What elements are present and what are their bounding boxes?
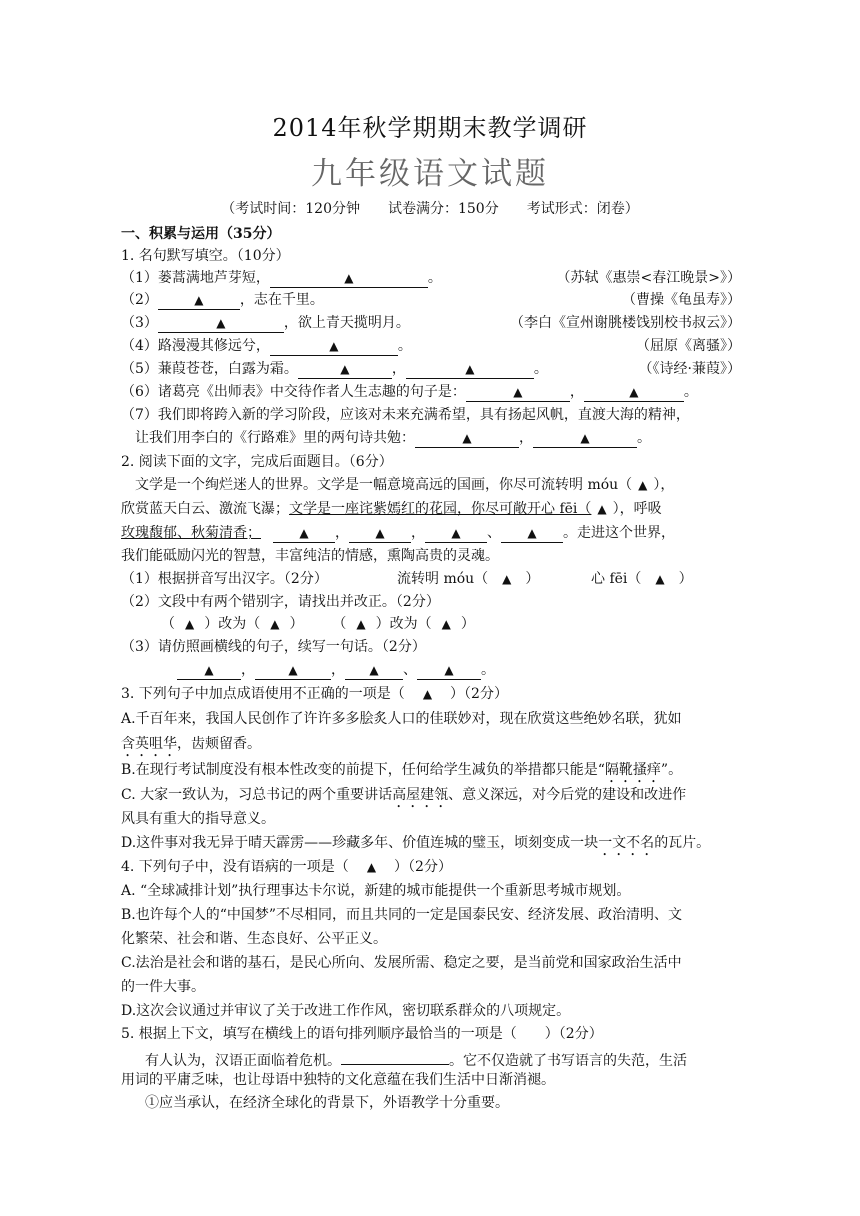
blank-mark[interactable]: ▲: [597, 502, 607, 516]
q3-d-text: D.这件事对我无异于晴天霹雳——珍藏多年、价值连城的璧玉，顷刻变成一块: [121, 835, 599, 851]
q1-item-4: [121, 336, 741, 356]
q1-1-text: （1）蒌蒿满地芦芽短，: [121, 270, 270, 286]
punct: ，: [335, 525, 349, 541]
q1-3-source: （李白《宣州谢朓楼饯别校书叔云》）: [510, 315, 741, 331]
dotted-idiom: 含英咀华: [121, 736, 177, 752]
blank-mark: ▲: [513, 385, 523, 399]
q4-option-c-line2: 的一件大事。: [121, 979, 205, 995]
q2-passage-line2: [121, 499, 741, 519]
change-to-label: 改为: [389, 616, 418, 632]
answer-blank[interactable]: [270, 338, 398, 356]
q1-item-6: [121, 382, 741, 402]
exam-info: （考试时间：120分钟 试卷满分：150分 考试形式：闭卷）: [221, 201, 639, 217]
answer-blank[interactable]: [415, 430, 519, 448]
q1-6-text: （6）诸葛亮《出师表》中交待作者人生志趣的句子是：: [121, 384, 466, 400]
q5-passage-line2: 用词的平庸乏味，也让母语中独特的文化意蕴在我们生活中日渐消褪。: [121, 1072, 555, 1088]
q1-2-source: （曹操《龟虽寿》）: [622, 292, 741, 308]
q1-6-end: 。: [683, 384, 698, 400]
punct: （: [246, 616, 261, 632]
q3-c-text: C. 大家一致认为，习总书记的两个重要讲话: [121, 787, 393, 803]
q1-2-end: ，志在千里。: [239, 292, 324, 308]
exam-title: 2014年秋学期期末教学调研: [272, 114, 588, 142]
dotted-idiom: 高屋建瓴: [392, 787, 449, 803]
answer-blank[interactable]: [345, 662, 403, 680]
blank-mark[interactable]: ▲: [655, 572, 665, 586]
answer-blank[interactable]: [584, 384, 684, 402]
q1-5-text: （5）蒹葭苍苍，白露为霜。: [121, 361, 298, 377]
q2-sub1-a-text: 流转明 móu（: [397, 571, 489, 587]
q2-passage-line3: [121, 523, 741, 543]
q2-sub1-b: [591, 569, 693, 589]
q5-statement-1: ①应当承认，在经济全球化的背景下，外语教学十分重要。: [145, 1095, 509, 1111]
blank-mark: ▲: [369, 663, 379, 677]
blank-mark: ▲: [299, 526, 309, 540]
dotted-idiom: 隔靴搔痒: [604, 762, 661, 778]
blank-mark: ▲: [329, 339, 339, 353]
blank-mark[interactable]: ▲: [270, 617, 280, 631]
answer-blank[interactable]: [158, 315, 284, 333]
punct: 、: [487, 525, 501, 541]
q5-p1-end: 。它不仅造就了书写语言的失范，生活: [449, 1053, 687, 1069]
punct: ）: [678, 571, 693, 587]
q3-option-d: [121, 833, 741, 859]
q3-option-a-line1: A.千百年来，我国人民创作了许许多多脍炙人口的佳联妙对，现在欣赏这些绝妙名联，犹如: [121, 711, 682, 727]
q1-3-text: （3）: [121, 315, 158, 331]
answer-blank[interactable]: [270, 270, 428, 288]
answer-blank[interactable]: [273, 525, 335, 543]
q1-5-source: （《诗经·蒹葭》）: [638, 361, 741, 377]
blank-mark: ▲: [216, 316, 226, 330]
q2-p2-end: ），呼吸: [612, 501, 662, 517]
answer-blank[interactable]: [425, 525, 487, 543]
q2-passage-line1: [135, 475, 755, 495]
punct: ，: [411, 525, 425, 541]
blank-mark: ▲: [444, 663, 454, 677]
punct: ）: [460, 616, 475, 632]
answer-blank[interactable]: [255, 662, 331, 680]
answer-blank[interactable]: [406, 361, 534, 379]
answer-blank[interactable]: [341, 1047, 449, 1065]
q2-sub3-answers: [177, 660, 797, 680]
q3-stem-end: ）（2分）: [450, 686, 508, 702]
q3-d-end: 的瓦片。: [654, 835, 711, 851]
blank-mark: ▲: [465, 362, 475, 376]
q4-option-b-line2: 化繁荣、社会和谐、生态良好、公平正义。: [121, 931, 387, 947]
change-to-label: 改为: [218, 616, 247, 632]
q4-stem-end: ）（2分）: [394, 859, 452, 875]
q5-passage-line1: [145, 1047, 765, 1071]
q2-sub2: （2）文段中有两个错别字，请找出并改正。（2分）: [121, 594, 440, 610]
q5-stem: 5. 根据上下文，填写在横线上的语句排列顺序最恰当的一项是（ ）（2分）: [121, 1026, 603, 1042]
q1-7-mid: ，: [519, 430, 533, 446]
blank-mark[interactable]: ▲: [638, 478, 648, 492]
q1-7-text: 让我们用李白的《行路难》里的两句诗共勉：: [135, 430, 415, 446]
q2-stem: 2. 阅读下面的文字，完成后面题目。（6分）: [121, 454, 393, 470]
q3-b-text: B.在现行考试制度没有根本性改变的前提下，任何给学生减负的举措都只能是“: [121, 762, 605, 778]
answer-blank[interactable]: [158, 292, 240, 310]
q2-sub3: （3）请仿照画横线的句子，续写一句话。（2分）: [121, 639, 426, 655]
answer-blank[interactable]: [466, 384, 570, 402]
blank-mark: ▲: [375, 526, 385, 540]
blank-mark: ▲: [344, 271, 354, 285]
q2-passage-line4: 我们能砥励闪光的智慧，丰富纯洁的情感，熏陶高贵的灵魂。: [121, 548, 499, 564]
q1-1-source: （苏轼《惠崇<春江晚景>》）: [556, 270, 741, 286]
blank-mark: ▲: [194, 293, 204, 307]
q1-5-mid: ，: [391, 361, 406, 377]
q4-option-c-line1: C.法治是社会和谐的基石，是民心所向、发展所需、稳定之要，是当前党和国家政治生活中: [121, 955, 682, 971]
q2-sub1-text: （1）根据拼音写出汉字。（2分）: [121, 571, 328, 587]
q1-7-end: 。: [637, 430, 651, 446]
section-heading: 一、积累与运用（35分）: [121, 226, 281, 242]
punct: （: [161, 616, 175, 632]
blank-mark[interactable]: ▲: [366, 860, 377, 874]
punct: 、: [403, 662, 417, 678]
q5-p1-text: 有人认为，汉语正面临着危机。: [145, 1053, 341, 1069]
q3-option-b: [121, 760, 741, 786]
q3-c-end: 、意义深远，对今后党的建设和改进作: [448, 787, 687, 803]
punct: ）: [375, 616, 390, 632]
blank-mark[interactable]: ▲: [502, 572, 512, 586]
q1-item-3: [121, 313, 741, 333]
q2-sub1: [121, 569, 741, 589]
answer-blank[interactable]: [533, 430, 637, 448]
blank-mark: ▲: [580, 431, 590, 445]
answer-blank[interactable]: [177, 662, 241, 680]
q1-item-7-line2: [135, 428, 755, 448]
q2-p3-end: 。走进这个世界，: [563, 525, 675, 541]
q1-3-end: ，欲上青天揽明月。: [283, 315, 410, 331]
q2-p1-end: ），: [653, 477, 675, 493]
blank-mark: ▲: [340, 362, 350, 376]
blank-mark[interactable]: ▲: [441, 617, 451, 631]
blank-mark[interactable]: ▲: [185, 617, 195, 631]
q1-item-5: [121, 359, 741, 379]
answer-blank[interactable]: [349, 525, 411, 543]
q1-5-end: 。: [533, 361, 548, 377]
answer-blank[interactable]: [501, 525, 563, 543]
punct: ，: [241, 662, 255, 678]
q2-sub2-answers: [161, 614, 781, 634]
q1-2-text: （2）: [121, 292, 158, 308]
q3-option-a-line2: [121, 734, 741, 760]
q3-option-c-line2: 风具有重大的指导意义。: [121, 811, 275, 827]
q2-p1-text: 文学是一个绚烂迷人的世界。文学是一幅意境高远的国画，你尽可流转明 móu（: [135, 477, 633, 493]
q1-4-end: 。: [397, 338, 412, 354]
q1-4-source: （屈原《离骚》）: [636, 338, 741, 354]
q1-item-2: [121, 290, 741, 310]
q3-option-c-line1: [121, 785, 741, 811]
punct: ，: [331, 662, 345, 678]
blank-mark[interactable]: ▲: [356, 617, 366, 631]
q4-stem-text: 4. 下列句子中，没有语病的一项是（: [121, 859, 349, 875]
q3-a-rest: ，齿颊留香。: [177, 736, 261, 752]
q1-1-end: 。: [427, 270, 442, 286]
punct: （: [332, 616, 347, 632]
punct: 。: [481, 662, 495, 678]
punct: ）: [289, 616, 304, 632]
q2-p2-text: 欣赏蓝天白云、激流飞瀑；: [121, 501, 289, 517]
q3-stem: [121, 684, 741, 704]
answer-blank[interactable]: [298, 361, 392, 379]
dotted-idiom: 一文不名: [598, 835, 655, 851]
q2-underlined-sentence: 文学是一座诧紫嫣红的花园，你尽可敞开心 fēi（: [289, 501, 592, 517]
q1-item-1: [121, 268, 741, 288]
q1-stem: 1. 名句默写填空。（10分）: [121, 248, 290, 264]
blank-mark: ▲: [527, 526, 537, 540]
punct: ）: [525, 571, 540, 587]
q3-stem-text: 3. 下列句子中加点成语使用不正确的一项是（: [121, 686, 405, 702]
blank-mark: ▲: [462, 431, 472, 445]
q4-stem: [121, 857, 741, 877]
q1-6-mid: ，: [569, 384, 584, 400]
q2-underlined-sentence-end: 玫瑰馥郁、秋菊清香；: [121, 525, 261, 541]
q2-sub1-a: [397, 569, 539, 589]
blank-mark: ▲: [204, 663, 214, 677]
punct: （: [417, 616, 432, 632]
q2-sub1-b-text: 心 fēi（: [591, 571, 642, 587]
q3-b-end: ”。: [660, 762, 683, 778]
exam-subtitle: 九年级语文试题: [311, 156, 549, 192]
answer-blank[interactable]: [417, 662, 481, 680]
q4-option-d: D.这次会议通过并审议了关于改进工作作风，密切联系群众的八项规定。: [121, 1003, 571, 1019]
blank-mark[interactable]: ▲: [422, 687, 433, 701]
q1-item-7-line1: （7）我们即将跨入新的学习阶段，应该对未来充满希望，具有扬起风帆，直渡大海的精神，: [121, 407, 690, 423]
punct: ）: [204, 616, 219, 632]
blank-mark: ▲: [629, 385, 639, 399]
blank-mark: ▲: [288, 663, 298, 677]
q4-option-b-line1: B.也许每个人的“中国梦”不尽相同，而且共同的一定是国泰民安、经济发展、政治清明、文: [121, 907, 683, 923]
blank-mark: ▲: [451, 526, 461, 540]
q4-option-a: A. “全球减排计划”执行理事达卡尔说，新建的城市能提供一个重新思考城市规划。: [121, 883, 631, 899]
q1-4-text: （4）路漫漫其修远兮，: [121, 338, 270, 354]
